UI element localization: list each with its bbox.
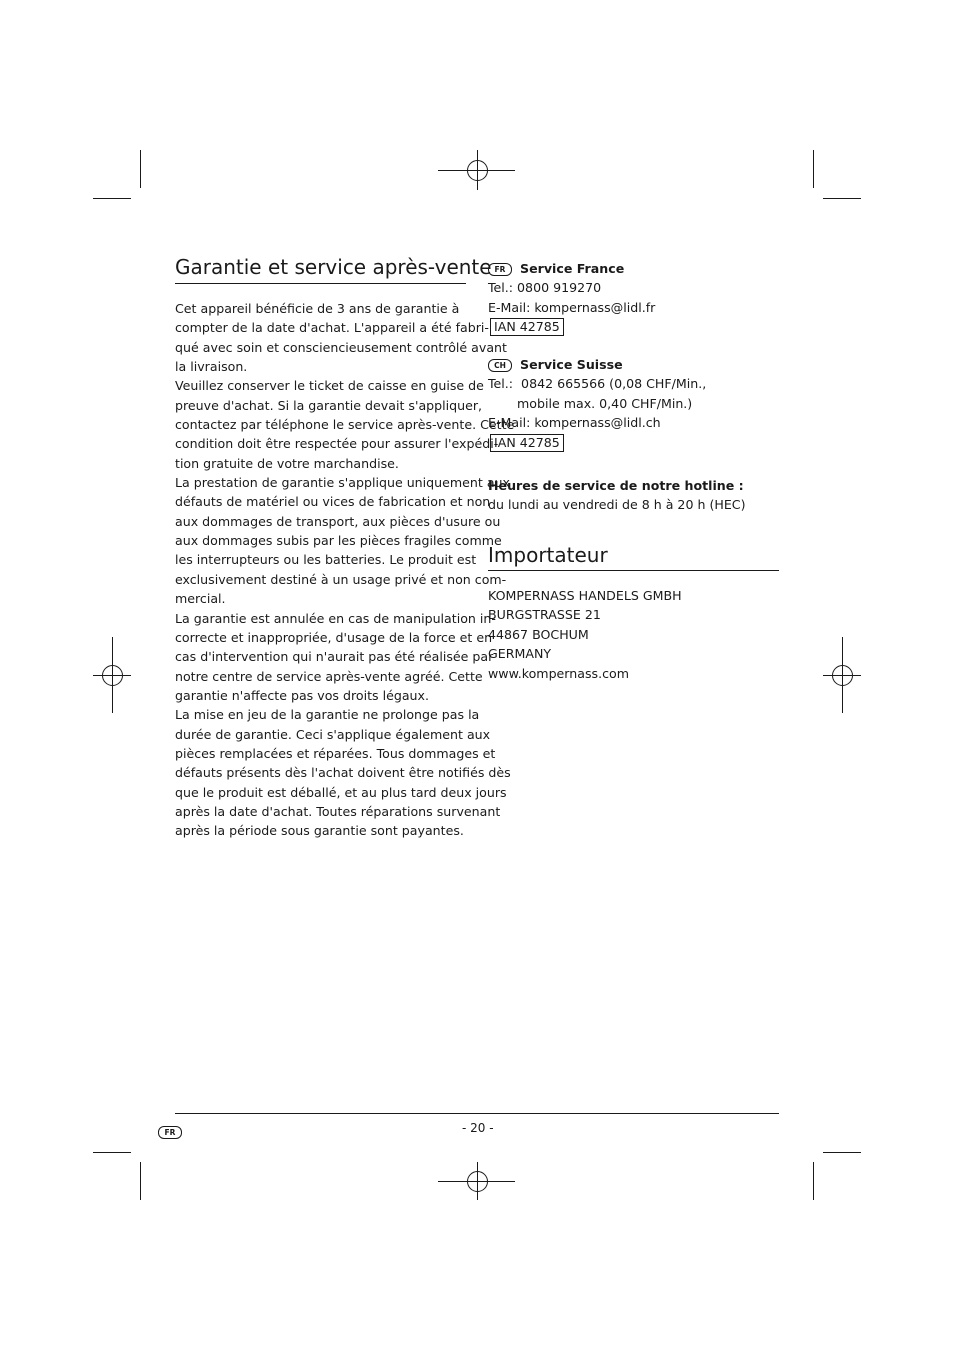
crop-mark xyxy=(140,1162,141,1200)
crop-mark xyxy=(93,1152,131,1153)
text-line: la livraison. xyxy=(175,359,248,375)
warranty-heading: Garantie et service après-vente xyxy=(175,255,492,279)
footer-country-badge: FR xyxy=(158,1126,182,1139)
crop-mark xyxy=(140,150,141,188)
country-badge-fr: FR xyxy=(488,263,512,276)
importer-address xyxy=(488,586,682,683)
footer-rule xyxy=(175,1113,779,1114)
text-line: aux dommages de transport, aux pièces d'usure ou xyxy=(175,513,501,529)
service-france-email: E-Mail: kompernass@lidl.fr xyxy=(488,299,656,315)
text-line: exclusivement destiné à un usage privé et non com- xyxy=(175,571,507,587)
text-line: compter de la date d'achat. L'appareil a été fabri- xyxy=(175,320,489,336)
page-number: - 20 - xyxy=(462,1121,494,1135)
text-line: garantie n'affecte pas vos droits légaux. xyxy=(175,687,429,703)
service-suisse-tel: Tel.: 0842 665566 (0,08 CHF/Min., xyxy=(488,376,707,392)
text-line: mercial. xyxy=(175,591,226,607)
text-line: Veuillez conserver le ticket de caisse en guise de xyxy=(175,378,484,394)
registration-circle xyxy=(832,665,853,686)
service-suisse-ian: IAN 42785 xyxy=(490,434,564,452)
crop-mark xyxy=(813,150,814,188)
service-france-ian: IAN 42785 xyxy=(490,318,564,336)
country-badge-ch: CH xyxy=(488,359,512,372)
crop-mark xyxy=(823,1152,861,1153)
importer-rule xyxy=(488,570,779,571)
text-line: La prestation de garantie s'applique uniquement aux xyxy=(175,475,510,491)
warranty-body xyxy=(175,299,515,841)
text-line: Cet appareil bénéficie de 3 ans de garantie à xyxy=(175,301,460,316)
importer-address-line: GERMANY xyxy=(488,646,552,662)
text-line: contactez par téléphone le service après-vente. Cette xyxy=(175,417,515,433)
text-line: défauts présents dès l'achat doivent être notifiés dès xyxy=(175,765,511,781)
heading-rule xyxy=(175,283,466,284)
importer-website: www.kompernass.com xyxy=(488,665,629,681)
text-line: les interrupteurs ou les batteries. Le produit est xyxy=(175,552,477,568)
service-suisse xyxy=(488,355,706,452)
crop-mark xyxy=(823,198,861,199)
text-line: La garantie est annulée en cas de manipulation in- xyxy=(175,610,496,626)
text-line: qué avec soin et consciencieusement contrôlé avant xyxy=(175,339,507,355)
text-line: tion gratuite de votre marchandise. xyxy=(175,455,399,471)
text-line: condition doit être respectée pour assurer l'expédi- xyxy=(175,436,499,452)
text-line: pièces remplacées et réparées. Tous dommages et xyxy=(175,745,496,761)
importer-address-line: KOMPERNASS HANDELS GMBH xyxy=(488,588,682,603)
text-line: cas d'intervention qui n'aurait pas été réalisée par xyxy=(175,649,494,665)
service-suisse-email: E-Mail: kompernass@lidl.ch xyxy=(488,415,661,431)
footer-badge-wrap xyxy=(158,1122,182,1141)
text-line: après la date d'achat. Toutes réparations survenant xyxy=(175,803,501,819)
hotline-hours xyxy=(488,476,746,515)
registration-circle xyxy=(102,665,123,686)
warranty-paragraph xyxy=(175,299,507,376)
text-line: après la période sous garantie sont payantes. xyxy=(175,823,464,839)
importer-address-line: BURGSTRASSE 21 xyxy=(488,607,601,623)
service-suisse-title: Service Suisse xyxy=(520,357,623,372)
importer-address-line: 44867 BOCHUM xyxy=(488,626,589,642)
service-france-title: Service France xyxy=(520,261,625,276)
service-france xyxy=(488,259,655,337)
warranty-paragraph xyxy=(175,473,510,608)
crop-mark xyxy=(93,198,131,199)
service-france-tel: Tel.: 0800 919270 xyxy=(488,280,602,296)
warranty-paragraph xyxy=(175,376,515,473)
text-line: défauts de matériel ou vices de fabrication et non xyxy=(175,494,491,510)
warranty-paragraph xyxy=(175,705,511,840)
text-line: La mise en jeu de la garantie ne prolonge pas la xyxy=(175,707,480,723)
text-line: notre centre de service après-vente agréé. Cette xyxy=(175,668,483,684)
importer-heading: Importateur xyxy=(488,543,608,567)
service-suisse-tel-mobile: mobile max. 0,40 CHF/Min.) xyxy=(517,395,693,411)
hotline-hours-title: Heures de service de notre hotline : xyxy=(488,478,744,493)
text-line: durée de garantie. Ceci s'applique également aux xyxy=(175,726,491,742)
text-line: que le produit est déballé, et au plus tard deux jours xyxy=(175,784,507,800)
registration-circle xyxy=(467,160,488,181)
text-line: aux dommages subis par les pièces fragiles comme xyxy=(175,533,502,549)
hotline-hours-text: du lundi au vendredi de 8 h à 20 h (HEC) xyxy=(488,497,746,513)
registration-circle xyxy=(467,1171,488,1192)
text-line: correcte et inappropriée, d'usage de la force et en xyxy=(175,629,493,645)
warranty-paragraph xyxy=(175,609,496,706)
text-line: preuve d'achat. Si la garantie devait s'appliquer, xyxy=(175,397,483,413)
crop-mark xyxy=(813,1162,814,1200)
